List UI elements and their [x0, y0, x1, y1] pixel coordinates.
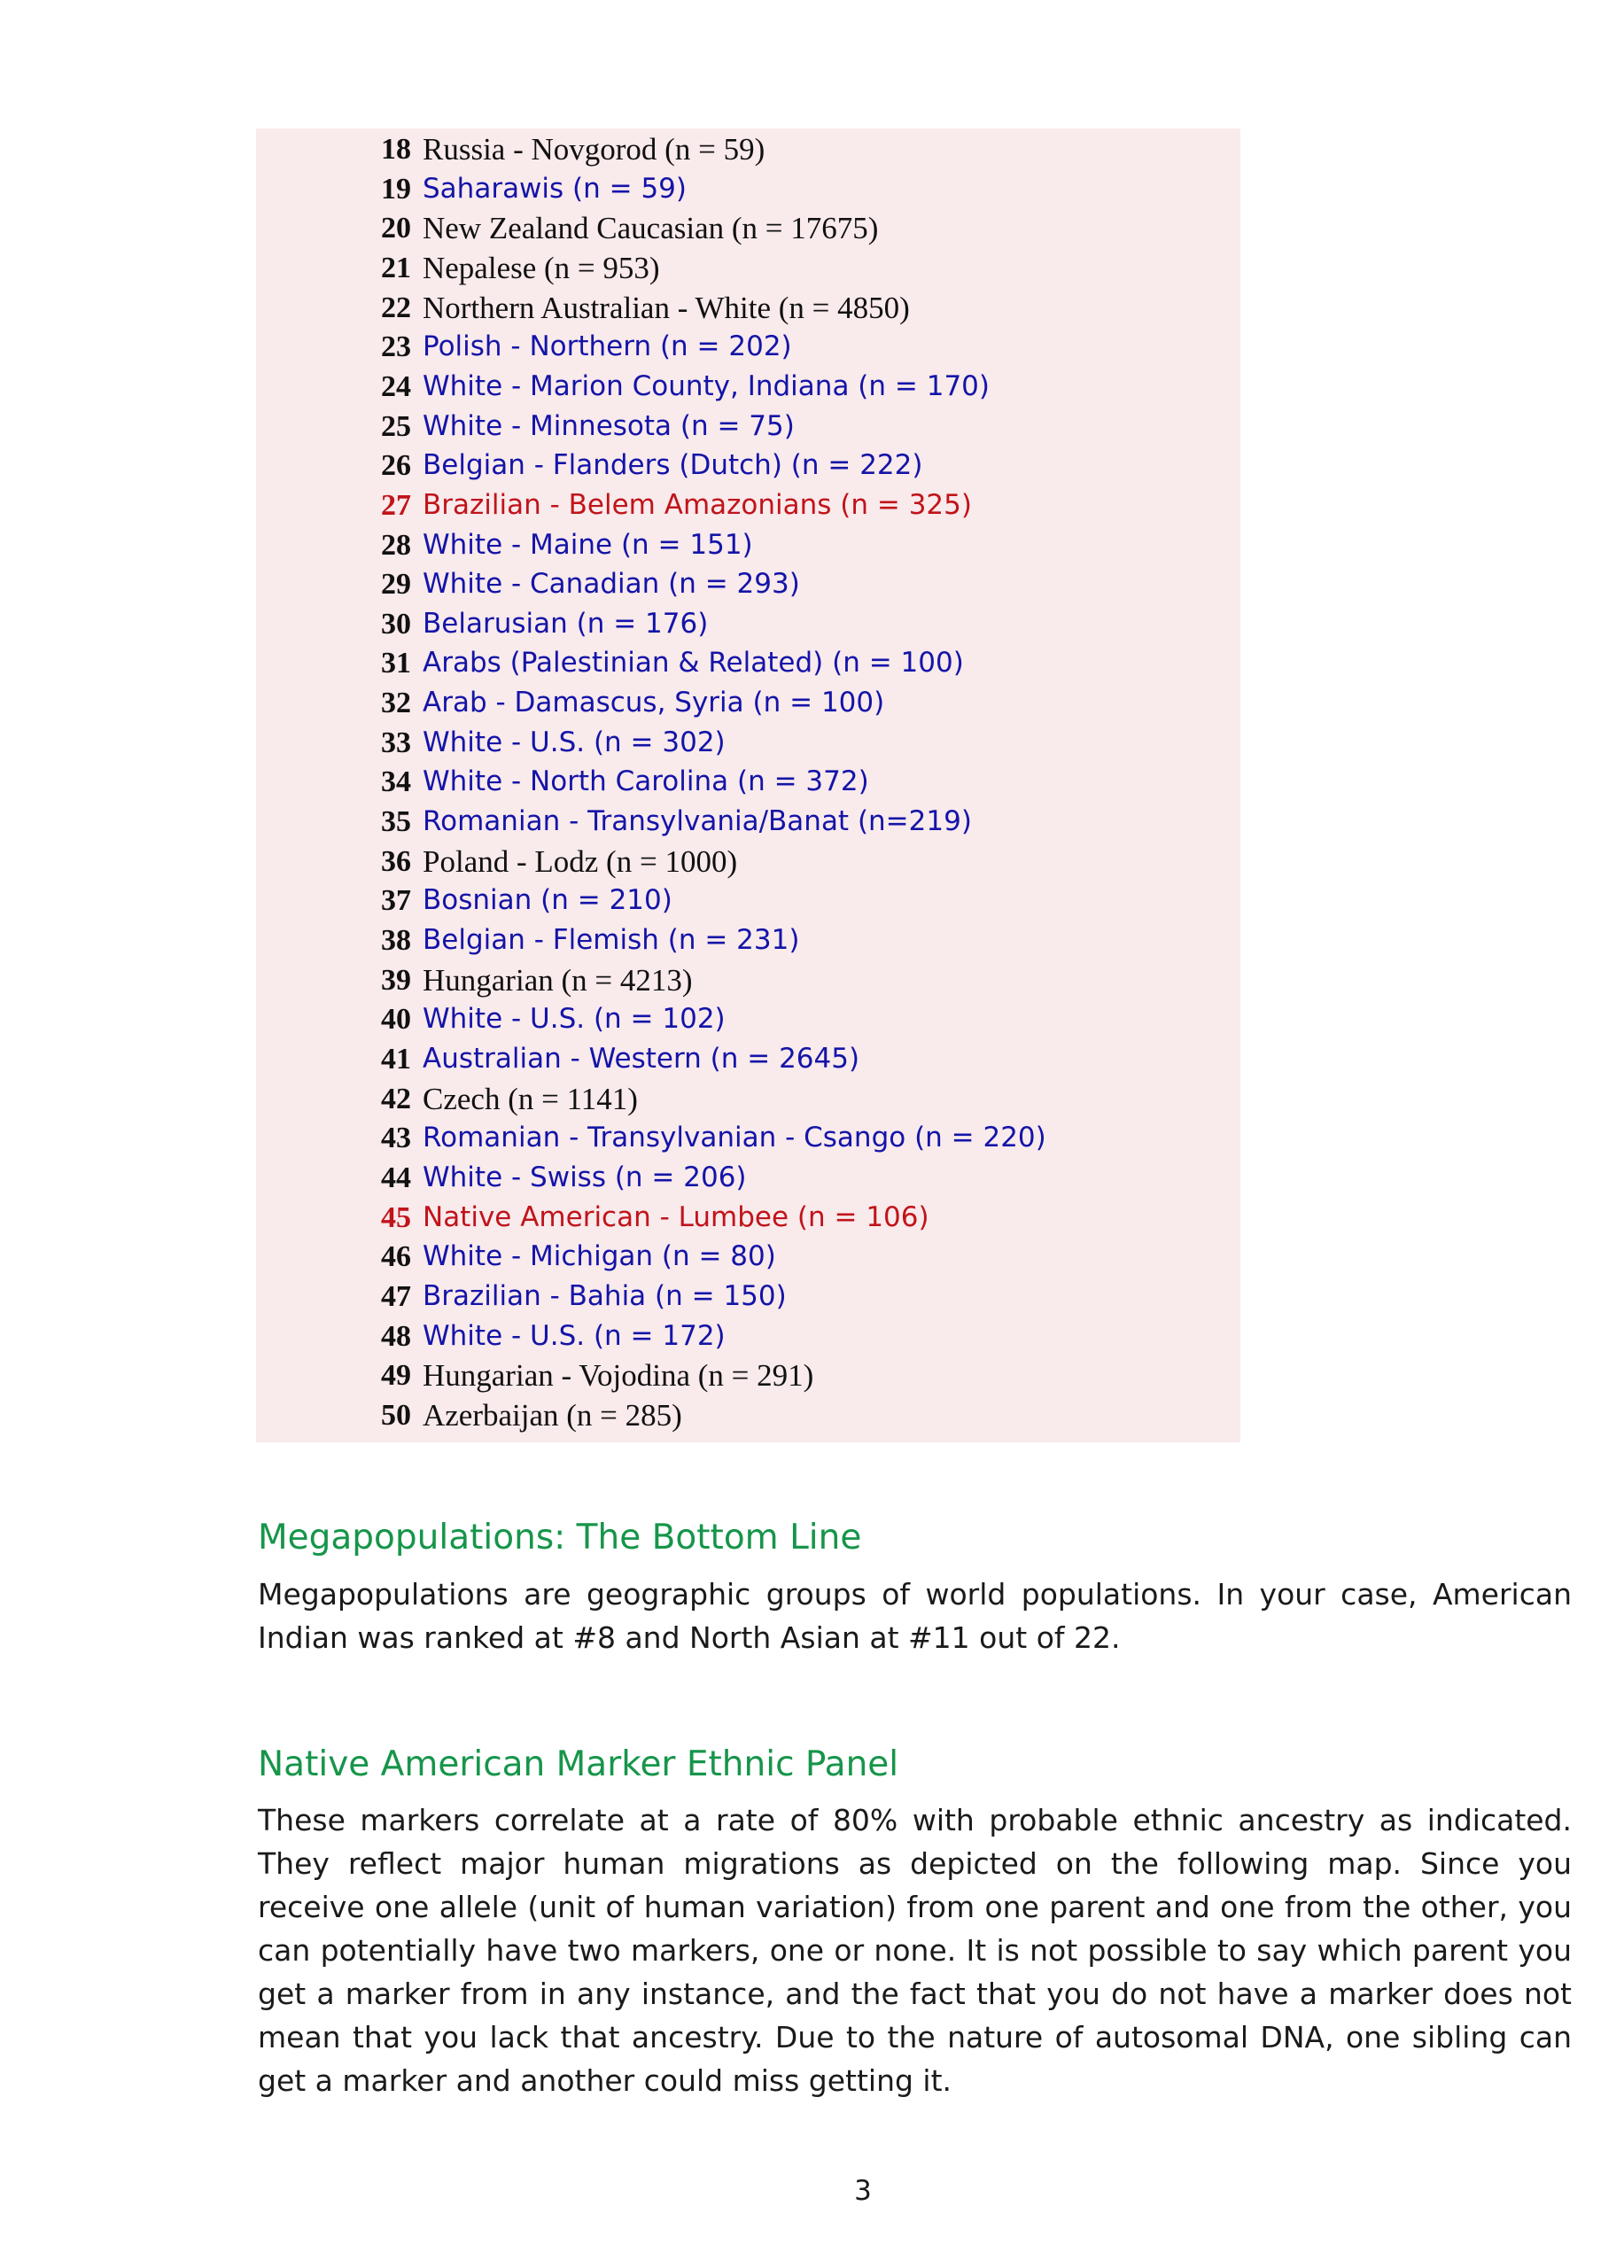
rank-number: 41: [381, 1042, 411, 1076]
table-row: [256, 129, 1240, 169]
population-name: Romanian - Transylvania/Banat (n=219): [423, 805, 972, 838]
population-name: White - U.S. (n = 172): [423, 1319, 726, 1352]
population-name: Northern Australian - White (n = 4850): [423, 290, 910, 325]
population-name: Czech (n = 1141): [423, 1081, 638, 1116]
rank-number: 29: [381, 568, 411, 602]
rank-number: 37: [381, 884, 411, 918]
table-row: [256, 1237, 1240, 1277]
table-row: [256, 1198, 1240, 1238]
population-name: Hungarian (n = 4213): [423, 962, 693, 998]
native-panel-paragraph: These markers correlate at a rate of 80% with probable ethnic ancestry as indicated. They reflect major human migrations as depicted on the following map. Since you receive one allele (unit of human variation) from one parent and one from the other, you can potentially have two markers, one or none. It is not possible to say which parent you get a marker from in any instance, and the fact that you do not have a marker does not mean that you lack that ancestry. Due to the nature of autosomal DNA, one sibling can get a marker and another could miss getting it.: [258, 1803, 1572, 2098]
rank-number: 35: [381, 805, 411, 839]
table-row: [256, 1039, 1240, 1079]
rank-number: 45: [381, 1200, 411, 1234]
rank-number: 18: [381, 133, 411, 166]
rank-number: 48: [381, 1319, 411, 1353]
table-row: [256, 248, 1240, 288]
population-name: Azerbaijan (n = 285): [423, 1397, 682, 1433]
population-name: Belarusian (n = 176): [423, 607, 709, 640]
rank-number: 36: [381, 844, 411, 878]
population-name: Bosnian (n = 210): [423, 884, 672, 917]
rank-number: 32: [381, 687, 411, 720]
rank-number: 21: [381, 251, 411, 284]
table-row: [256, 604, 1240, 644]
table-row: [256, 1118, 1240, 1158]
table-row: [256, 407, 1240, 447]
rank-number: 25: [381, 409, 411, 443]
population-name: White - Maine (n = 151): [423, 528, 753, 561]
native-panel-heading: Native American Marker Ethnic Panel: [258, 1744, 899, 1784]
rank-number: 26: [381, 449, 411, 483]
table-row: [256, 525, 1240, 565]
rank-number: 47: [381, 1279, 411, 1313]
table-row: [256, 762, 1240, 802]
table-row: [256, 643, 1240, 683]
population-name: White - Minnesota (n = 75): [423, 409, 795, 442]
table-row: [256, 208, 1240, 248]
table-row: [256, 723, 1240, 763]
table-row: [256, 1355, 1240, 1395]
rank-number: 43: [381, 1122, 411, 1155]
population-name: White - Michigan (n = 80): [423, 1240, 776, 1273]
table-row: [256, 1079, 1240, 1119]
population-ranking-table: [256, 128, 1240, 1442]
table-row: [256, 1395, 1240, 1435]
rank-number: 31: [381, 647, 411, 680]
rank-number: 39: [381, 963, 411, 997]
population-name: Brazilian - Belem Amazonians (n = 325): [423, 488, 972, 521]
rank-number: 23: [381, 330, 411, 364]
population-name: Belgian - Flemish (n = 231): [423, 924, 800, 956]
table-row: [256, 288, 1240, 328]
table-row: [256, 564, 1240, 604]
rank-number: 19: [381, 172, 411, 206]
rank-number: 33: [381, 726, 411, 759]
table-row: [256, 169, 1240, 209]
rank-number: 22: [381, 291, 411, 324]
population-name: White - Swiss (n = 206): [423, 1161, 747, 1193]
rank-number: 30: [381, 607, 411, 641]
megapopulations-paragraph: Megapopulations are geographic groups of world populations. In your case, American Indian was ranked at #8 and North Asian at #11 out of 22.: [258, 1577, 1572, 1655]
rank-number: 28: [381, 528, 411, 562]
page-number: 3: [854, 2175, 872, 2207]
population-name: Belgian - Flanders (Dutch) (n = 222): [423, 449, 923, 482]
table-row: [256, 446, 1240, 485]
population-name: White - North Carolina (n = 372): [423, 765, 869, 798]
table-row: [256, 367, 1240, 407]
table-row: [256, 960, 1240, 1000]
population-name: White - Marion County, Indiana (n = 170): [423, 369, 990, 402]
table-row: [256, 683, 1240, 723]
rank-number: 49: [381, 1359, 411, 1393]
rank-number: 20: [381, 212, 411, 245]
rank-number: 38: [381, 924, 411, 957]
population-name: White - U.S. (n = 102): [423, 1003, 726, 1036]
table-row: [256, 842, 1240, 882]
rank-number: 34: [381, 765, 411, 799]
population-name: New Zealand Caucasian (n = 17675): [423, 211, 879, 246]
rank-number: 42: [381, 1082, 411, 1115]
population-name: White - U.S. (n = 302): [423, 726, 726, 758]
population-name: Arabs (Palestinian & Related) (n = 100): [423, 647, 964, 680]
population-name: White - Canadian (n = 293): [423, 568, 800, 601]
population-name: Saharawis (n = 59): [423, 172, 687, 205]
population-name: Brazilian - Bahia (n = 150): [423, 1279, 787, 1312]
population-name: Russia - Novgorod (n = 59): [423, 132, 765, 167]
population-name: Poland - Lodz (n = 1000): [423, 843, 738, 879]
rank-number: 50: [381, 1398, 411, 1432]
table-row: [256, 1317, 1240, 1356]
table-row: [256, 1158, 1240, 1198]
table-row: [256, 881, 1240, 920]
table-row: [256, 802, 1240, 842]
rank-number: 46: [381, 1240, 411, 1274]
population-name: Australian - Western (n = 2645): [423, 1042, 860, 1075]
table-row: [256, 485, 1240, 525]
megapopulations-heading: Megapopulations: The Bottom Line: [258, 1518, 862, 1557]
population-name: Native American - Lumbee (n = 106): [423, 1200, 929, 1233]
rank-number: 27: [381, 488, 411, 522]
population-name: Nepalese (n = 953): [423, 250, 660, 285]
table-row: [256, 1277, 1240, 1317]
population-name: Polish - Northern (n = 202): [423, 330, 792, 363]
table-row: [256, 999, 1240, 1039]
population-name: Hungarian - Vojodina (n = 291): [423, 1358, 814, 1394]
rank-number: 44: [381, 1161, 411, 1194]
population-name: Arab - Damascus, Syria (n = 100): [423, 687, 885, 719]
rank-number: 40: [381, 1003, 411, 1037]
table-row: [256, 327, 1240, 367]
population-name: Romanian - Transylvanian - Csango (n = 220): [423, 1122, 1046, 1154]
rank-number: 24: [381, 369, 411, 403]
table-row: [256, 920, 1240, 960]
